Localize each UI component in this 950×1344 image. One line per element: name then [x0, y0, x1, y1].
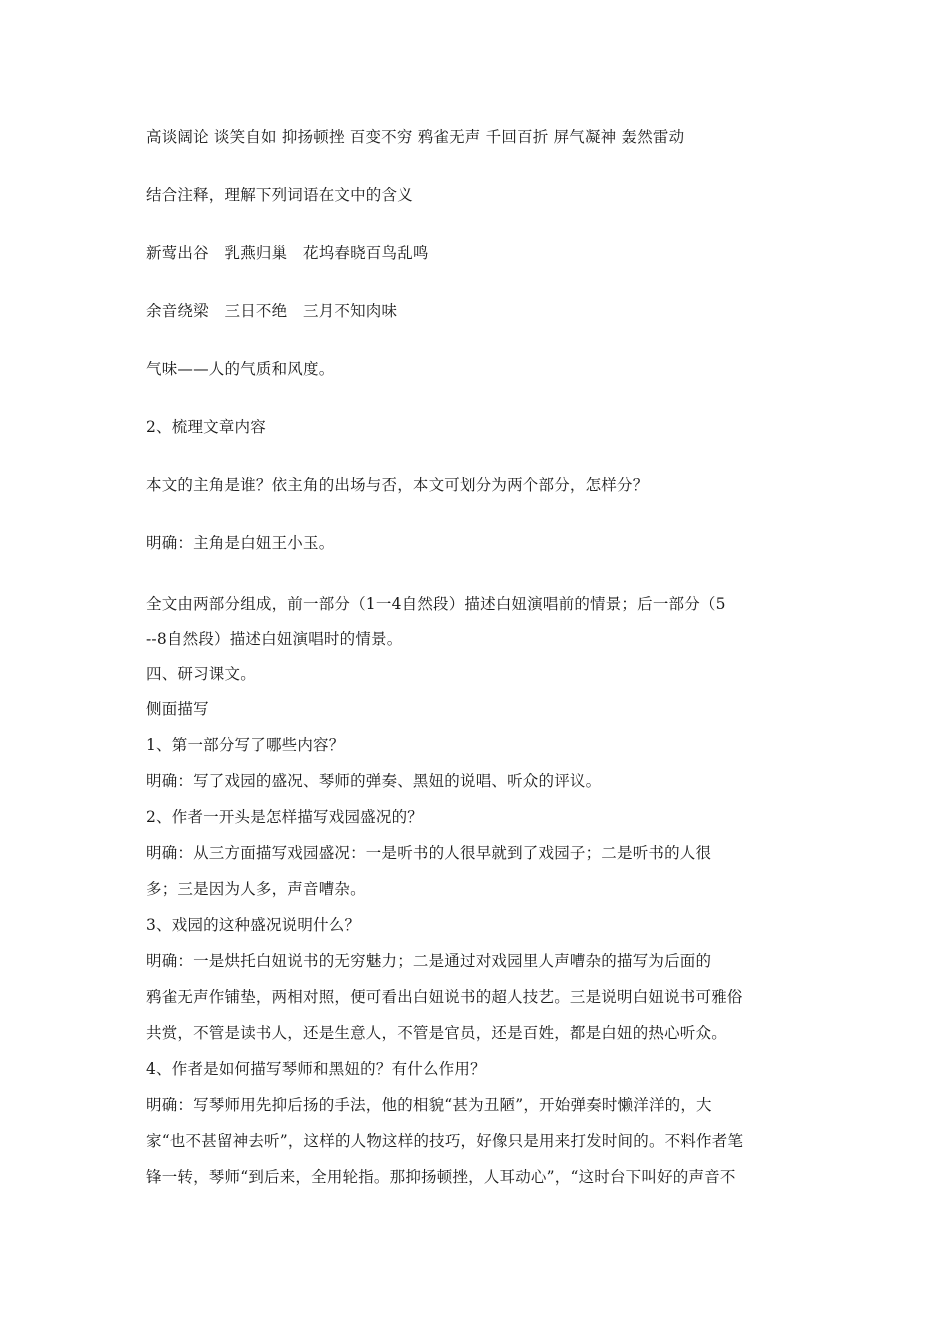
question-line: 4、作者是如何描写琴师和黑妞的？有什么作用？ — [146, 1060, 486, 1078]
section-heading-4: 四、研习课文。 — [146, 665, 256, 683]
definition-line: 气味——人的气质和风度。 — [146, 360, 335, 378]
answer-line: 鸦雀无声作铺垫，两相对照，便可看出白妞说书的超人技艺。三是说明白妞说书可雅俗 — [146, 988, 743, 1006]
vocabulary-list-line: 高谈阔论 谈笑自如 抑扬顿挫 百变不穷 鸦雀无声 千回百折 屏气凝神 轰然雷动 — [146, 128, 685, 146]
subheading-line: 侧面描写 — [146, 700, 209, 718]
section-heading-2: 2、梳理文章内容 — [146, 418, 266, 436]
question-line: 3、戏园的这种盛况说明什么？ — [146, 916, 361, 934]
answer-line: 家“也不甚留神去听”，这样的人物这样的技巧，好像只是用来打发时间的。不料作者笔 — [146, 1132, 744, 1150]
answer-line: 明确：从三方面描写戏园盛况：一是听书的人很早就到了戏园子；二是听书的人很 — [146, 844, 712, 862]
question-line: 本文的主角是谁？依主角的出场与否，本文可划分为两个部分，怎样分？ — [146, 476, 649, 494]
answer-line: 明确：主角是白妞王小玉。 — [146, 534, 335, 552]
question-line: 1、第一部分写了哪些内容？ — [146, 736, 345, 754]
phrase-group-line-1: 新莺出谷 乳燕归巢 花坞春晓百鸟乱鸣 — [146, 244, 429, 262]
paragraph-line: 全文由两部分组成，前一部分（1一4自然段）描述白妞演唱前的情景；后一部分（5 — [146, 595, 726, 613]
question-line: 2、作者一开头是怎样描写戏园盛况的？ — [146, 808, 423, 826]
paragraph-line: --8自然段）描述白妞演唱时的情景。 — [146, 630, 403, 648]
phrase-group-line-2: 余音绕梁 三日不绝 三月不知肉味 — [146, 302, 398, 320]
answer-line: 明确：一是烘托白妞说书的无穷魅力；二是通过对戏园里人声嘈杂的描写为后面的 — [146, 952, 712, 970]
answer-line: 锋一转，琴师“到后来，全用轮指。那抑扬顿挫，人耳动心”，“这时台下叫好的声音不 — [146, 1168, 736, 1186]
answer-line: 明确：写琴师用先抑后扬的手法，他的相貌“甚为丑陋”，开始弹奏时懒洋洋的，大 — [146, 1096, 712, 1114]
answer-line: 共赏，不管是读书人，还是生意人，不管是官员，还是百姓，都是白妞的热心听众。 — [146, 1024, 727, 1042]
instruction-line: 结合注释，理解下列词语在文中的含义 — [146, 186, 413, 204]
answer-line: 多；三是因为人多，声音嘈杂。 — [146, 880, 366, 898]
answer-line: 明确：写了戏园的盛况、琴师的弹奏、黑妞的说唱、听众的评议。 — [146, 772, 602, 790]
